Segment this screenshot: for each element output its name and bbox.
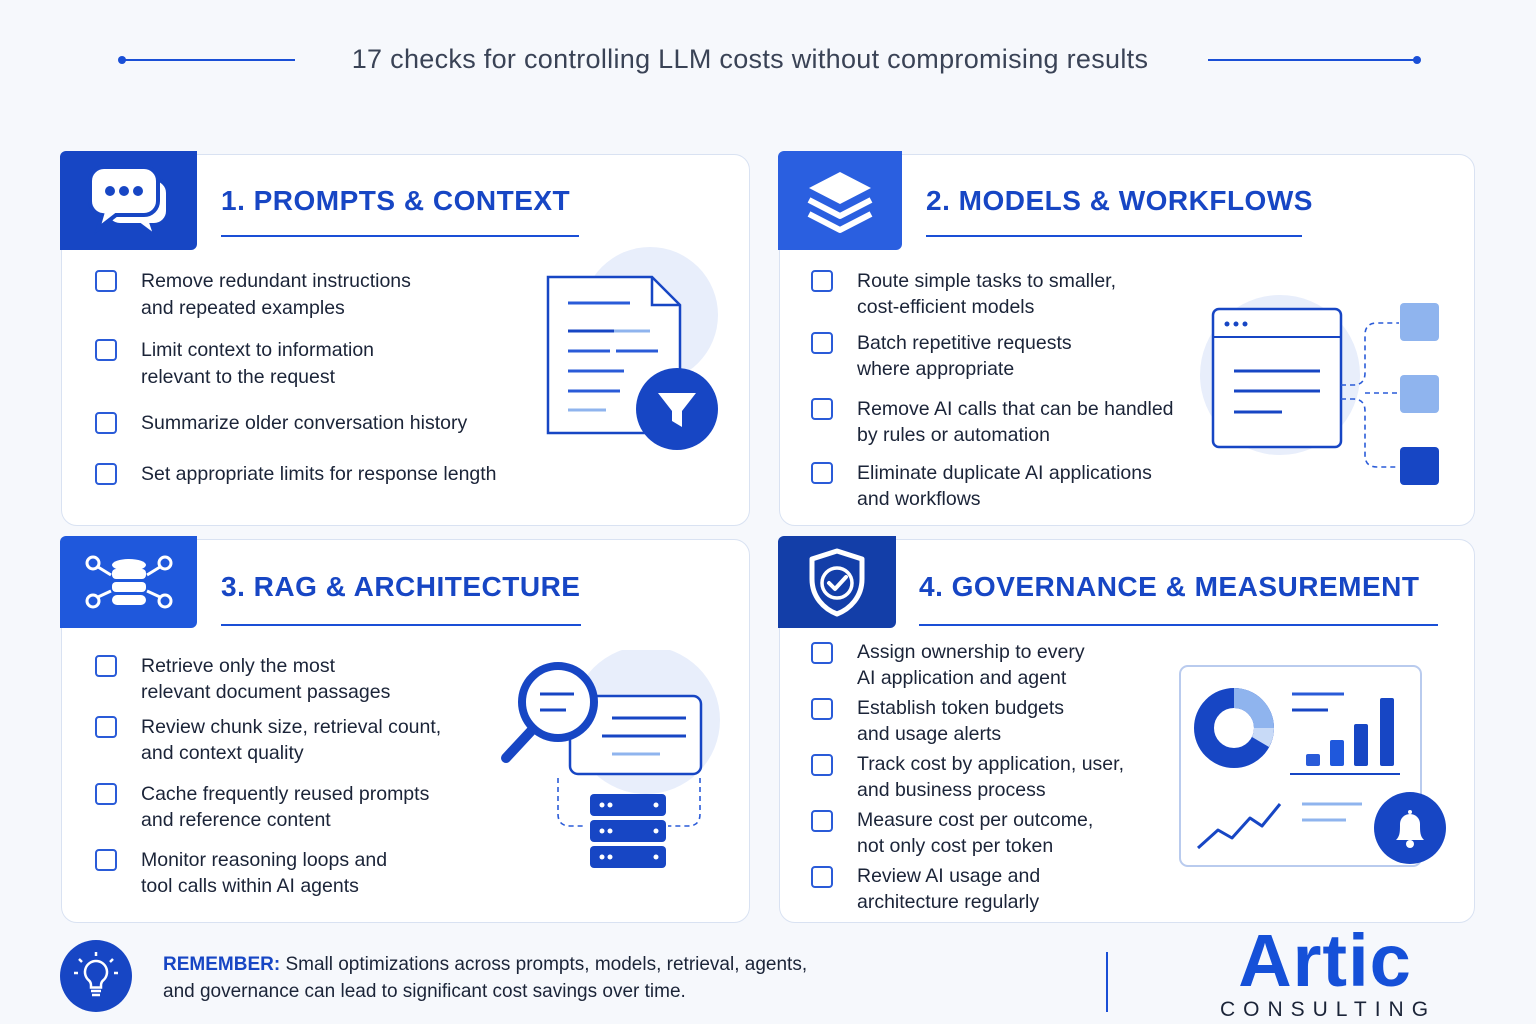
layers-icon <box>805 168 875 234</box>
section-icon-tab <box>60 151 197 250</box>
search-retrieval-illustration <box>494 650 734 874</box>
section-title: 1. PROMPTS & CONTEXT <box>221 185 571 216</box>
checkbox[interactable] <box>811 398 833 420</box>
checklist <box>811 640 1191 915</box>
brand-name: Artic <box>1238 919 1412 1002</box>
checklist-item <box>95 781 495 833</box>
checklist-item-text: Measure cost per outcome, not only cost per token <box>857 809 1094 857</box>
checklist-item-text: Monitor reasoning loops and tool calls within AI agents <box>141 849 388 897</box>
checklist-item <box>95 268 555 322</box>
section-card-models-workflows <box>779 154 1475 526</box>
chat-bubbles-icon <box>86 163 172 239</box>
checkbox[interactable] <box>811 866 833 888</box>
checkbox[interactable] <box>811 462 833 484</box>
checkbox[interactable] <box>811 698 833 720</box>
remember-label: REMEMBER: <box>163 954 281 975</box>
checklist-item-text: Remove AI calls that can be handled by rules or automation <box>857 398 1174 446</box>
section-title: 4. GOVERNANCE & MEASUREMENT <box>919 571 1420 602</box>
checklist-item-text: Set appropriate limits for response length <box>141 463 497 485</box>
checklist-item-text: Track cost by application, user, and business process <box>857 753 1124 801</box>
checkbox[interactable] <box>95 463 117 485</box>
section-card-prompts-context <box>61 154 750 526</box>
page-header <box>0 0 1536 120</box>
section-title-rule <box>221 624 581 626</box>
checklist <box>811 268 1231 512</box>
section-icon-tab <box>778 536 896 628</box>
brand-subtitle: CONSULTING <box>1219 998 1437 1021</box>
checklist-item <box>95 410 555 437</box>
checklist-item <box>95 337 555 391</box>
section-title: 3. RAG & ARCHITECTURE <box>221 571 581 602</box>
checkbox[interactable] <box>811 810 833 832</box>
checklist-item-text: Establish token budgets and usage alerts <box>857 697 1065 745</box>
checkbox[interactable] <box>95 655 117 677</box>
brand-logo <box>1200 918 1450 1022</box>
checklist-item-text: Retrieve only the most relevant document passages <box>141 655 391 703</box>
remember-note <box>163 951 823 1005</box>
checklist-item-text: Review chunk size, retrieval count, and context quality <box>141 716 442 764</box>
section-title: 2. MODELS & WORKFLOWS <box>926 185 1313 216</box>
checklist-item-text: Batch repetitive requests where appropriate <box>857 332 1072 380</box>
checkbox[interactable] <box>95 339 117 361</box>
checkbox[interactable] <box>95 412 117 434</box>
checklist <box>95 268 555 488</box>
checklist-item-text: Limit context to information relevant to the request <box>141 339 375 388</box>
checklist-item <box>811 696 1191 747</box>
section-title-rule <box>221 235 579 237</box>
workflow-routing-illustration <box>1190 275 1446 495</box>
section-title-rule <box>919 624 1438 626</box>
checkbox[interactable] <box>811 270 833 292</box>
checklist-item <box>95 653 495 705</box>
lightbulb-icon <box>73 951 119 1001</box>
section-title-rule <box>926 235 1302 237</box>
checkbox[interactable] <box>811 332 833 354</box>
checklist-item <box>811 752 1191 803</box>
checklist-item-text: Remove redundant instructions and repeated examples <box>141 270 411 319</box>
section-card-governance-measurement <box>779 539 1475 923</box>
checklist-item <box>811 396 1231 448</box>
checklist-item-text: Route simple tasks to smaller, cost-efficient models <box>857 270 1117 318</box>
checklist-item-text: Cache frequently reused prompts and reference content <box>141 783 430 831</box>
checkbox[interactable] <box>95 783 117 805</box>
remember-text: Small optimizations across prompts, models, retrieval, agents, and governance can lead to significant cost savings over time. <box>163 954 808 1002</box>
checklist-item-text: Review AI usage and architecture regularly <box>857 865 1041 913</box>
section-icon-tab <box>60 536 197 628</box>
checklist-item <box>811 864 1191 915</box>
checklist-item <box>95 714 495 766</box>
checklist-item <box>95 847 495 899</box>
checklist-item-text: Eliminate duplicate AI applications and workflows <box>857 462 1152 510</box>
shield-check-icon <box>806 547 868 617</box>
section-card-rag-architecture <box>61 539 750 923</box>
section-icon-tab <box>778 151 902 250</box>
page-title: 17 checks for controlling LLM costs without compromising results <box>351 44 1149 74</box>
database-network-icon <box>83 551 175 613</box>
header-dot-left <box>118 56 126 64</box>
checkbox[interactable] <box>811 642 833 664</box>
checklist-item <box>811 268 1231 320</box>
checkbox[interactable] <box>95 716 117 738</box>
checklist-item <box>95 461 555 488</box>
footer-divider <box>1106 952 1108 1012</box>
header-dot-right <box>1413 56 1421 64</box>
checkbox[interactable] <box>95 270 117 292</box>
checklist <box>95 653 495 899</box>
checklist-item <box>811 640 1191 691</box>
checkbox[interactable] <box>95 849 117 871</box>
document-filter-illustration <box>540 245 730 455</box>
checklist-item-text: Assign ownership to every AI application and agent <box>857 641 1085 689</box>
checklist-item <box>811 808 1191 859</box>
checklist-item <box>811 460 1231 512</box>
lightbulb-badge <box>60 940 132 1012</box>
checkbox[interactable] <box>811 754 833 776</box>
checklist-item <box>811 330 1231 382</box>
analytics-dashboard-illustration <box>1178 664 1448 870</box>
checklist-item-text: Summarize older conversation history <box>141 412 468 434</box>
header-rule-right <box>1208 59 1418 61</box>
header-rule-left <box>122 59 295 61</box>
